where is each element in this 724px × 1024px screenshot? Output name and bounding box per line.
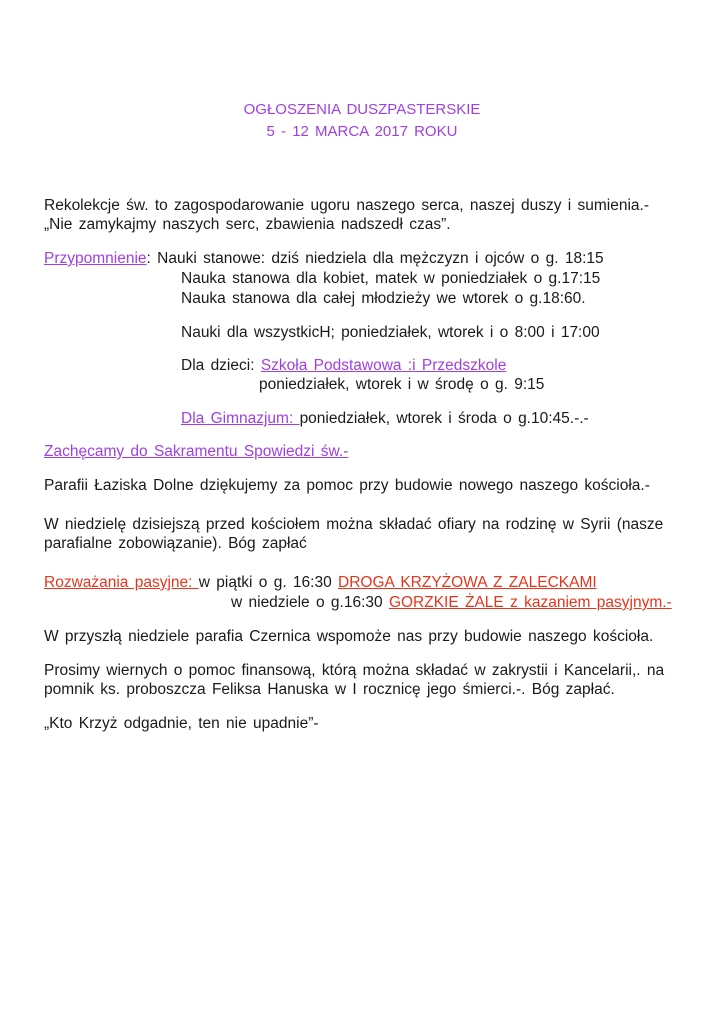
intro-line-2: „Nie zamykajmy naszych serc, zbawienia nadszedł czas”. bbox=[44, 216, 451, 233]
passion-sunday-event: GORZKIE ŻALE z kazaniem pasyjnym.- bbox=[388, 594, 672, 611]
page-date-range: 5 - 12 MARCA 2017 ROKU bbox=[266, 123, 458, 140]
thanks-line: Parafii Łaziska Dolne dziękujemy za pomoc przy budowie nowego naszego kościoła.- bbox=[44, 477, 650, 494]
passion-friday-event: DROGA KRZYŻOWA Z ZALECKAMI bbox=[338, 574, 597, 591]
reminder-all: Nauki dla wszystkicH; poniedziałek, wtorek i o 8:00 i 17:00 bbox=[181, 324, 600, 341]
children-prefix: Dla dzieci: bbox=[181, 357, 261, 374]
page-title: OGŁOSZENIA DUSZPASTERSKIE bbox=[243, 101, 481, 118]
confession-heading: Zachęcamy do Sakramentu Spowiedzi św.- bbox=[44, 443, 349, 460]
passion-friday-text: w piątki o g. 16:30 bbox=[198, 574, 339, 591]
monument-line-1: Prosimy wiernych o pomoc finansową, którą można składać w zakrystii i Kancelarii,. na bbox=[44, 662, 665, 679]
reminder-youth: Nauka stanowa dla całej młodzieży we wtorek o g.18:60. bbox=[181, 290, 586, 307]
closing-quote: „Kto Krzyż odgadnie, ten nie upadnie”- bbox=[44, 715, 319, 732]
passion-label: Rozważania pasyjne: bbox=[44, 574, 199, 591]
intro-line-1: Rekolekcje św. to zagospodarowanie ugoru naszego serca, naszej duszy i sumienia.- bbox=[44, 197, 650, 214]
reminder-children-line bbox=[181, 357, 506, 375]
offering-line-1: W niedzielę dzisiejszą przed kościołem można składać ofiary na rodzinę w Syrii (nasze bbox=[44, 516, 664, 533]
offering-line-2: parafialne zobowiązanie). Bóg zapłać bbox=[44, 535, 307, 552]
reminder-men: : Nauki stanowe: dziś niedziela dla mężczyzn i ojców o g. 18:15 bbox=[146, 250, 604, 267]
gym-label: Dla Gimnazjum: bbox=[181, 410, 300, 427]
passion-friday-line bbox=[44, 574, 597, 592]
children-days: poniedziałek, wtorek i w środę o g. 9:15 bbox=[259, 376, 545, 393]
reminder-gym-line bbox=[181, 410, 589, 428]
gym-text: poniedziałek, wtorek i środa o g.10:45.-.- bbox=[299, 410, 589, 427]
passion-sunday-line bbox=[231, 594, 672, 612]
czernica-line: W przyszłą niedziele parafia Czernica wspomoże nas przy budowie naszego kościoła. bbox=[44, 628, 654, 645]
reminder-label: Przypomnienie bbox=[44, 250, 147, 267]
passion-sunday-text: w niedziele o g.16:30 bbox=[231, 594, 389, 611]
monument-line-2: pomnik ks. proboszcza Feliksa Hanuska w I rocznicę jego śmierci.-. Bóg zapłać. bbox=[44, 681, 615, 698]
reminder-line bbox=[44, 250, 604, 268]
reminder-women: Nauka stanowa dla kobiet, matek w poniedziałek o g.17:15 bbox=[181, 270, 601, 287]
children-school-label: Szkoła Podstawowa :i Przedszkole bbox=[260, 357, 507, 374]
